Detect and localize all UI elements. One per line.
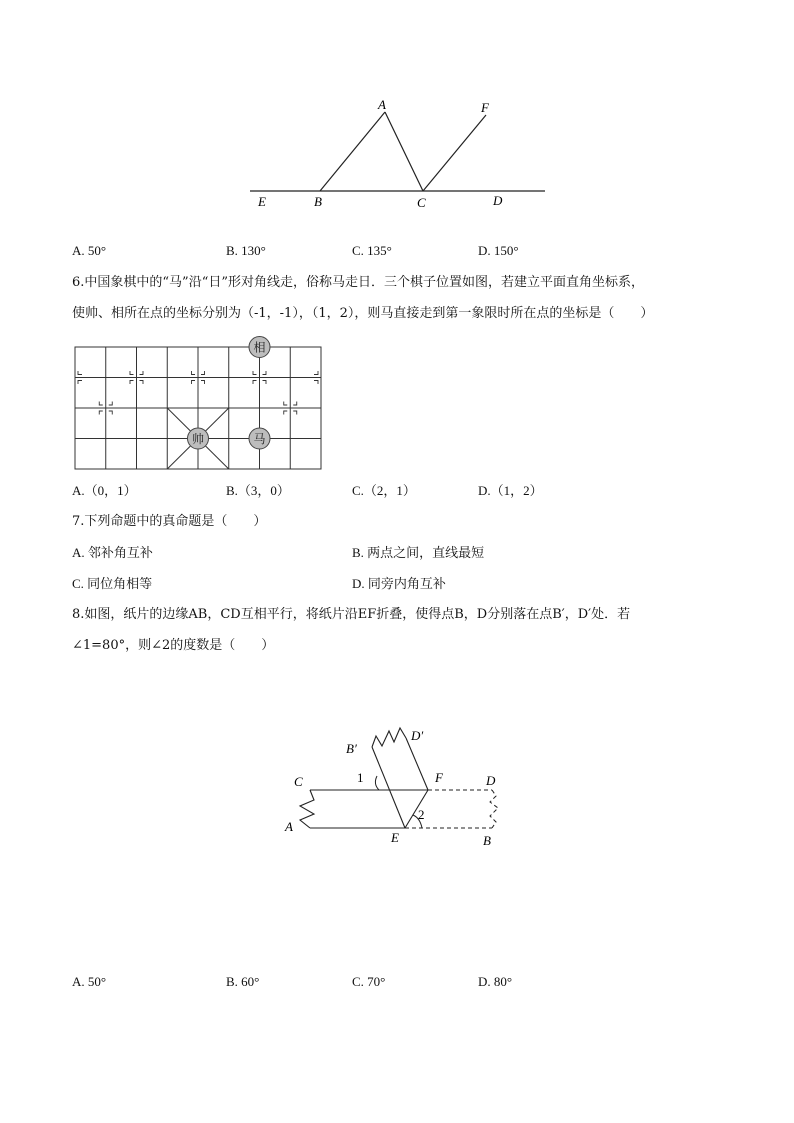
q5-option-c: C. 135° bbox=[352, 243, 392, 258]
q6-stem-line1: 6.中国象棋中的“马”沿“日”形对角线走，俗称马走日．三个棋子位置如图，若建立平面直角坐标系， bbox=[72, 275, 644, 290]
label-c: C bbox=[417, 195, 426, 210]
q5-option-d: D. 150° bbox=[478, 243, 519, 258]
label-a: A bbox=[285, 819, 293, 834]
label-b-prime: B′ bbox=[346, 741, 357, 756]
piece-shuai bbox=[188, 428, 209, 449]
q7-stem: 7.下列命题中的真命题是（ ） bbox=[72, 514, 267, 529]
label-d: D bbox=[486, 773, 496, 788]
label-f: F bbox=[481, 100, 489, 115]
label-d: D bbox=[493, 193, 503, 208]
folded-paper-figure bbox=[280, 720, 520, 850]
svg-text:帅: 帅 bbox=[191, 432, 205, 446]
q7-option-b: B. 两点之间，直线最短 bbox=[352, 545, 485, 560]
q6-option-c: C.（2，1） bbox=[352, 483, 416, 498]
q8-option-a: A. 50° bbox=[72, 974, 107, 989]
q7-option-d: D. 同旁内角互补 bbox=[352, 576, 446, 591]
piece-xiang bbox=[249, 337, 270, 358]
q6-option-b: B.（3，0） bbox=[226, 483, 290, 498]
label-e: E bbox=[258, 194, 266, 209]
q8-option-c: C. 70° bbox=[352, 974, 386, 989]
q5-option-b: B. 130° bbox=[226, 243, 266, 258]
q8-option-b: B. 60° bbox=[226, 974, 260, 989]
q6-option-d: D.（1，2） bbox=[478, 483, 543, 498]
chess-board-figure bbox=[70, 335, 326, 473]
label-b: B bbox=[483, 833, 491, 848]
q6-option-a: A.（0，1） bbox=[72, 483, 137, 498]
label-c: C bbox=[294, 774, 303, 789]
q5-option-a: A. 50° bbox=[72, 243, 107, 258]
q8-stem-line1: 8.如图，纸片的边缘AB，CD互相平行，将纸片沿EF折叠，使得点B，D分别落在点B′，D′处．若 bbox=[72, 607, 631, 622]
q5-figure bbox=[240, 95, 560, 220]
label-a: A bbox=[378, 97, 386, 112]
label-b: B bbox=[314, 194, 322, 209]
segment-cf bbox=[423, 115, 486, 191]
q6-stem-line2: 使帅、相所在点的坐标分别为（-1，-1），（1，2），则马直接走到第一象限时所在点的坐标是（ ） bbox=[72, 306, 654, 321]
q7-option-c: C. 同位角相等 bbox=[72, 576, 153, 591]
svg-text:相: 相 bbox=[253, 340, 266, 355]
q8-stem-line2: ∠1=80°，则∠2的度数是（ ） bbox=[72, 638, 275, 653]
q7-option-a: A. 邻补角互补 bbox=[72, 545, 153, 560]
label-d-prime: D′ bbox=[411, 728, 424, 743]
label-e: E bbox=[391, 830, 399, 845]
q8-option-d: D. 80° bbox=[478, 974, 513, 989]
label-f: F bbox=[435, 770, 443, 785]
segment-ba bbox=[320, 112, 385, 191]
piece-ma bbox=[249, 428, 270, 449]
segment-ac bbox=[385, 112, 423, 191]
svg-text:马: 马 bbox=[253, 432, 266, 446]
label-angle-2: 2 bbox=[418, 807, 425, 822]
label-angle-1: 1 bbox=[357, 770, 364, 785]
